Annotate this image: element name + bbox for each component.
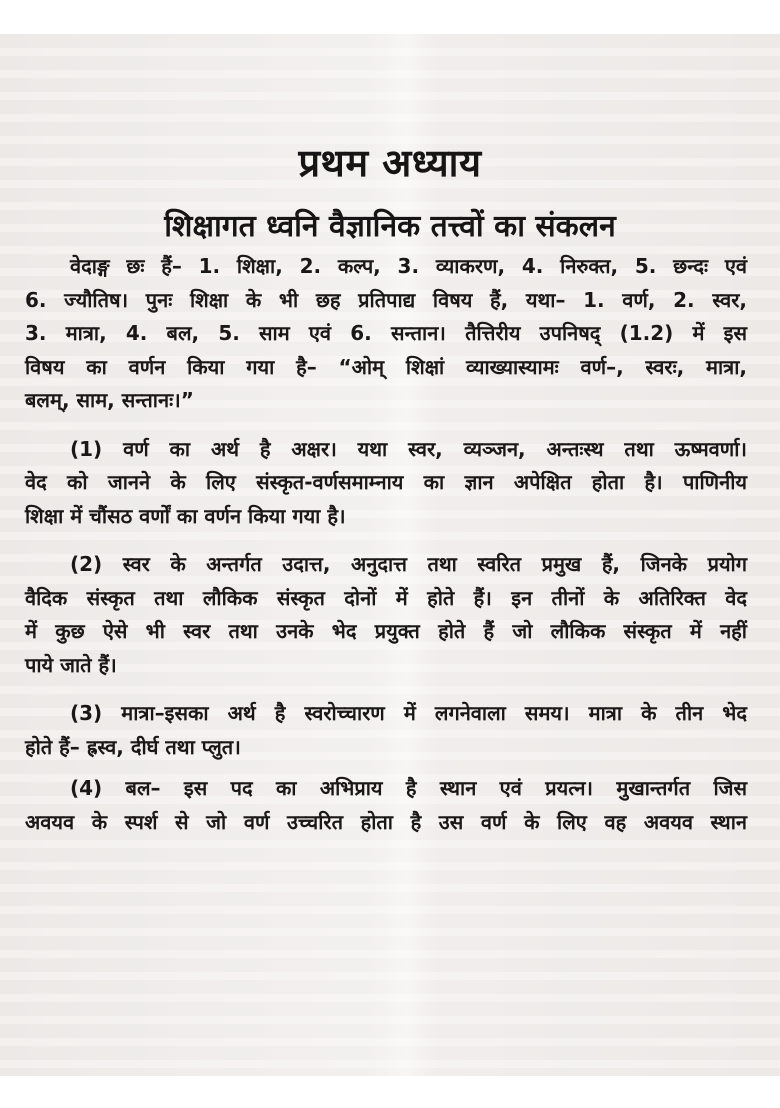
text-line: विषय का वर्णन किया गया है– “ओम् शिक्षां व्याख्यास्यामः वर्ण–, स्वरः, मात्रा,	[25, 354, 747, 379]
paragraph-intro	[25, 250, 747, 418]
paragraph-varna	[25, 433, 747, 534]
text-line: अवयव के स्पर्श से जो वर्ण उच्चरित होता है उस वर्ण के लिए वह अवयव स्थान	[25, 809, 747, 834]
text-line: 6. ज्यौतिष। पुनः शिक्षा के भी छह प्रतिपाद्य विषय हैं, यथा– 1. वर्ण, 2. स्वर,	[25, 287, 747, 312]
text-line: बलम्, साम, सन्तानः।”	[25, 388, 194, 412]
text-line: पाये जाते हैं।	[25, 652, 117, 677]
text-line: (4) बल– इस पद का अभिप्राय है स्थान एवं प्रयत्न। मुखान्तर्गत जिस	[70, 776, 747, 800]
text-line: (1) वर्ण का अर्थ है अक्षर। यथा स्वर, व्यञ्जन, अन्तःस्थ तथा ऊष्मवर्णा।	[70, 436, 747, 461]
body-text	[25, 250, 747, 839]
show-through-text	[78, 40, 768, 65]
text-line: वेद को जानने के लिए संस्कृत-वर्णसमाम्नाय का ज्ञान अपेक्षित होता है। पाणिनीय	[25, 470, 747, 494]
paragraph-bala	[25, 772, 747, 839]
text-line: शिक्षा में चौंसठ वर्णों का वर्णन किया गया है।	[25, 503, 346, 528]
text-line: वेदाङ्ग छः हैं– 1. शिक्षा, 2. कल्प, 3. व्याकरण, 4. निरुक्त, 5. छन्दः एवं	[70, 254, 747, 278]
text-line: (2) स्वर के अन्तर्गत उदात्त, अनुदात्त तथा स्वरित प्रमुख हैं, जिनके प्रयोग	[70, 552, 747, 576]
text-line: 3. मात्रा, 4. बल, 5. साम एवं 6. सन्तान। तैत्तिरीय उपनिषद् (1.2) में इस	[25, 321, 747, 345]
chapter-subtitle: शिक्षागत ध्वनि वैज्ञानिक तत्त्वों का संकलन	[164, 209, 616, 244]
scanned-page	[0, 34, 780, 1076]
chapter-title: प्रथम अध्याय	[298, 141, 482, 185]
text-line: होते हैं– ह्रस्व, दीर्घ तथा प्लुत।	[25, 734, 241, 759]
paragraph-svara	[25, 548, 747, 682]
paragraph-matra	[25, 697, 747, 764]
text-line: में कुछ ऐसे भी स्वर तथा उनके भेद प्रयुक्त होते हैं जो लौकिक संस्कृत में नहीं	[25, 619, 747, 643]
text-line: वैदिक संस्कृत तथा लौकिक संस्कृत दोनों में होते हैं। इन तीनों के अतिरिक्त वेद	[25, 585, 747, 610]
text-line: (3) मात्रा–इसका अर्थ है स्वरोच्चारण में लगनेवाला समय। मात्रा के तीन भेद	[70, 701, 747, 725]
